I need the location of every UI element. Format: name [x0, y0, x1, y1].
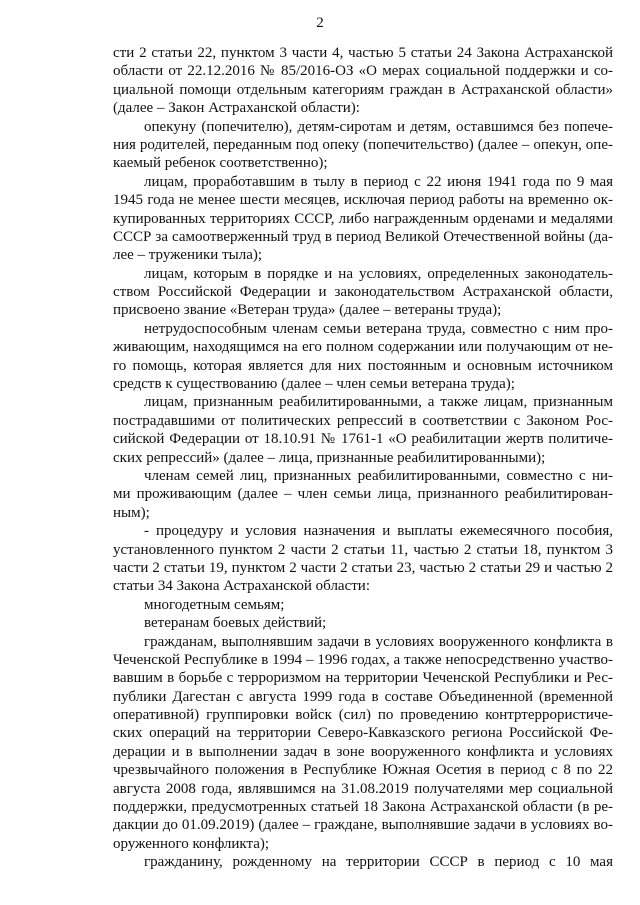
- text-line: средств к существованию (далее – член семьи ветерана труда);: [113, 376, 515, 393]
- text-line: области от 22.12.2016 № 85/2016-ОЗ «О мерах социальной поддержки и со-: [113, 63, 613, 80]
- text-line: членам семей лиц, признанных реабилитированными, совместно с ни-: [144, 467, 613, 484]
- text-line: - процедуру и условия назначения и выплаты ежемесячного пособия,: [144, 523, 613, 540]
- text-line: 1945 года не менее шести месяцев, исключая период работы на временно ок-: [113, 192, 613, 209]
- text-line: вавшим в борьбе с терроризмом на территории Чеченской Республики и Рес-: [113, 670, 613, 687]
- text-line: пострадавшими от политических репрессий в соответствии с Законом Рос-: [113, 412, 613, 429]
- text-line: циальной помощи отдельным категориям граждан в Астраханской области»: [113, 81, 613, 98]
- text-line: каемый ребенок соответственно);: [113, 155, 328, 172]
- text-line: гражданину, рожденному на территории СССР в период с 10 мая: [144, 854, 613, 871]
- text-line: статьи 34 Закона Астраханской области:: [113, 578, 370, 595]
- text-line: лицам, признанным реабилитированными, а также лицам, признанным: [144, 394, 613, 411]
- text-line: Чеченской Республике в 1994 – 1996 годах, а также непосредственно участво-: [113, 651, 613, 668]
- text-line: живающим, находящимся на его полном содержании или получающим от не-: [113, 339, 613, 356]
- text-line: поддержки, предусмотренных статьей 18 Закона Астраханской области (в ре-: [113, 799, 613, 816]
- text-line: присвоено звание «Ветеран труда» (далее – ветераны труда);: [113, 302, 502, 319]
- text-line: оруженного конфликта);: [113, 835, 270, 852]
- text-line: части 2 статьи 19, пунктом 2 части 2 статьи 23, частью 2 статьи 29 и частью 2: [113, 559, 613, 576]
- text-line: ным);: [113, 504, 150, 521]
- text-line: августа 2008 года, являвшимся на 31.08.2019 получателями мер социальной: [113, 780, 613, 797]
- page-number: 2: [316, 15, 324, 31]
- text-line: ветеранам боевых действий;: [144, 615, 327, 632]
- text-line: лицам, которым в порядке и на условиях, определенных законодатель-: [144, 265, 613, 282]
- text-line: лицам, проработавшим в тылу в период с 22 июня 1941 года по 9 мая: [144, 173, 613, 190]
- text-line: ния родителей, переданным под опеку (попечительство) (далее – опекун, опе-: [113, 136, 613, 153]
- text-line: оперативной) группировки войск (сил) по проведению контртеррористиче-: [113, 707, 613, 724]
- text-line: многодетным семьям;: [144, 596, 285, 613]
- text-line: дерации и в выполнении задач в зоне вооруженного конфликта и условиях: [113, 743, 613, 760]
- text-line: публики Дагестан с августа 1999 года в составе Объединенной (временной: [113, 688, 613, 705]
- text-line: чрезвычайного положения в Республике Южная Осетия в период с 8 по 22: [113, 762, 613, 779]
- document-body: [113, 44, 613, 872]
- text-line: установленного пунктом 2 части 2 статьи 11, частью 2 статьи 18, пунктом 3: [113, 541, 613, 558]
- text-line: СССР за самоотверженный труд в период Великой Отечественной войны (да-: [113, 228, 613, 245]
- text-line: ских операций на территории Северо-Кавказского региона Российской Фе-: [113, 725, 613, 742]
- text-line: опекуну (попечителю), детям-сиротам и детям, оставшимся без попече-: [144, 118, 613, 135]
- text-line: го помощь, которая является для них постоянным и основным источником: [113, 357, 613, 374]
- text-line: нетрудоспособным членам семьи ветерана труда, совместно с ним про-: [144, 320, 613, 337]
- text-line: ством Российской Федерации и законодательством Астраханской области,: [113, 284, 613, 301]
- text-line: ских репрессий» (далее – лица, признанные реабилитированными);: [113, 449, 546, 466]
- text-line: ми проживающим (далее – член семьи лица, признанного реабилитирован-: [113, 486, 613, 503]
- text-line: лее – труженики тыла);: [113, 247, 263, 264]
- text-line: сти 2 статьи 22, пунктом 3 части 4, частью 5 статьи 24 Закона Астраханской: [113, 45, 613, 61]
- text-line: сийской Федерации от 18.10.91 № 1761-1 «О реабилитации жертв политиче-: [113, 431, 613, 448]
- text-line: гражданам, выполнявшим задачи в условиях вооруженного конфликта в: [144, 633, 613, 650]
- text-line: дакции до 01.09.2019) (далее – граждане, выполнявшие задачи в условиях во-: [113, 817, 613, 834]
- text-line: (далее – Закон Астраханской области):: [113, 100, 360, 117]
- text-line: купированных территориях СССР, либо награжденным орденами и медалями: [113, 210, 613, 227]
